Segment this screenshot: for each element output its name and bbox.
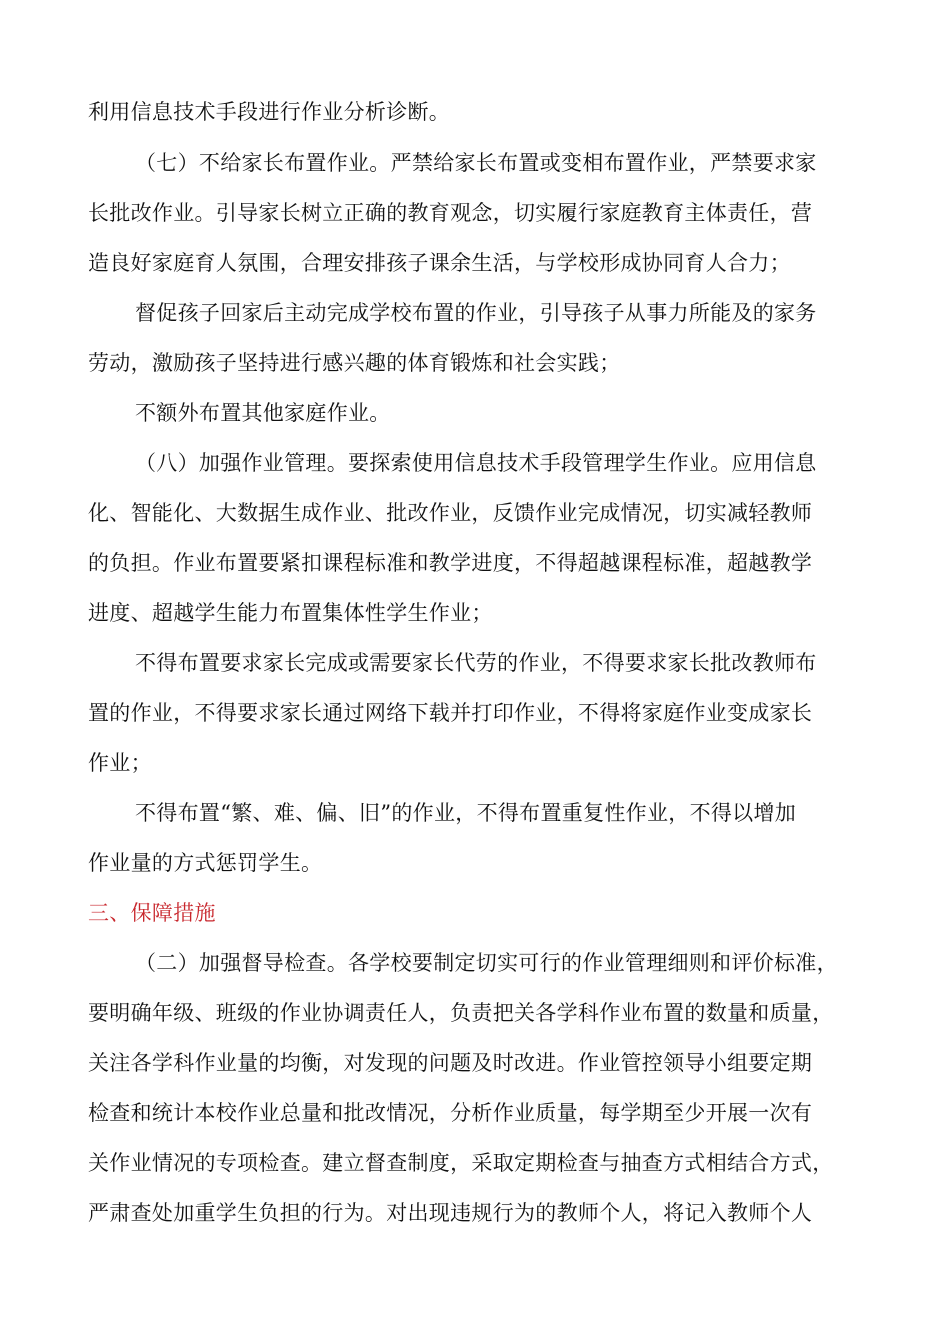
paragraph-line: 作业； (88, 751, 152, 775)
paragraph-line: 长批改作业。引导家长树立正确的教育观念，切实履行家庭教育主体责任，营 (88, 201, 813, 225)
paragraph-line: 关作业情况的专项检查。建立督查制度，采取定期检查与抽查方式相结合方式， (88, 1151, 834, 1175)
section-heading: 三、保障措施 (88, 901, 216, 925)
paragraph-line: （七）不给家长布置作业。严禁给家长布置或变相布置作业，严禁要求家 (135, 151, 817, 175)
paragraph-line: 利用信息技术手段进行作业分析诊断。 (88, 100, 451, 124)
paragraph-line: 作业量的方式惩罚学生。 (88, 851, 323, 875)
paragraph-line: 检查和统计本校作业总量和批改情况，分析作业质量，每学期至少开展一次有 (88, 1101, 813, 1125)
paragraph-line: 的负担。作业布置要紧扣课程标准和教学进度，不得超越课程标准，超越教学 (88, 551, 813, 575)
paragraph-line: 置的作业，不得要求家长通过网络下载并打印作业，不得将家庭作业变成家长 (88, 701, 813, 725)
paragraph-line: 劳动，激励孩子坚持进行感兴趣的体育锻炼和社会实践； (88, 351, 621, 375)
paragraph-line: （二）加强督导检查。各学校要制定切实可行的作业管理细则和评价标准， (135, 951, 838, 975)
paragraph-line: 化、智能化、大数据生成作业、批改作业，反馈作业完成情况，切实减轻教师 (88, 501, 813, 525)
paragraph-line: 进度、超越学生能力布置集体性学生作业； (88, 601, 493, 625)
paragraph-line: （八）加强作业管理。要探索使用信息技术手段管理学生作业。应用信息 (135, 451, 817, 475)
paragraph-line: 严肃查处加重学生负担的行为。对出现违规行为的教师个人，将记入教师个人 (88, 1201, 813, 1225)
paragraph-line: 不得布置“繁、难、偏、旧”的作业，不得布置重复性作业，不得以增加 (135, 801, 797, 825)
paragraph-line: 不得布置要求家长完成或需要家长代劳的作业，不得要求家长批改教师布 (135, 651, 817, 675)
paragraph-line: 要明确年级、班级的作业协调责任人，负责把关各学科作业布置的数量和质量， (88, 1001, 834, 1025)
paragraph-line: 不额外布置其他家庭作业。 (135, 401, 391, 425)
paragraph-line: 关注各学科作业量的均衡，对发现的问题及时改进。作业管控领导小组要定期 (88, 1051, 813, 1075)
paragraph-line: 督促孩子回家后主动完成学校布置的作业，引导孩子从事力所能及的家务 (135, 301, 817, 325)
paragraph-line: 造良好家庭育人氛围，合理安排孩子课余生活，与学校形成协同育人合力； (88, 251, 791, 275)
